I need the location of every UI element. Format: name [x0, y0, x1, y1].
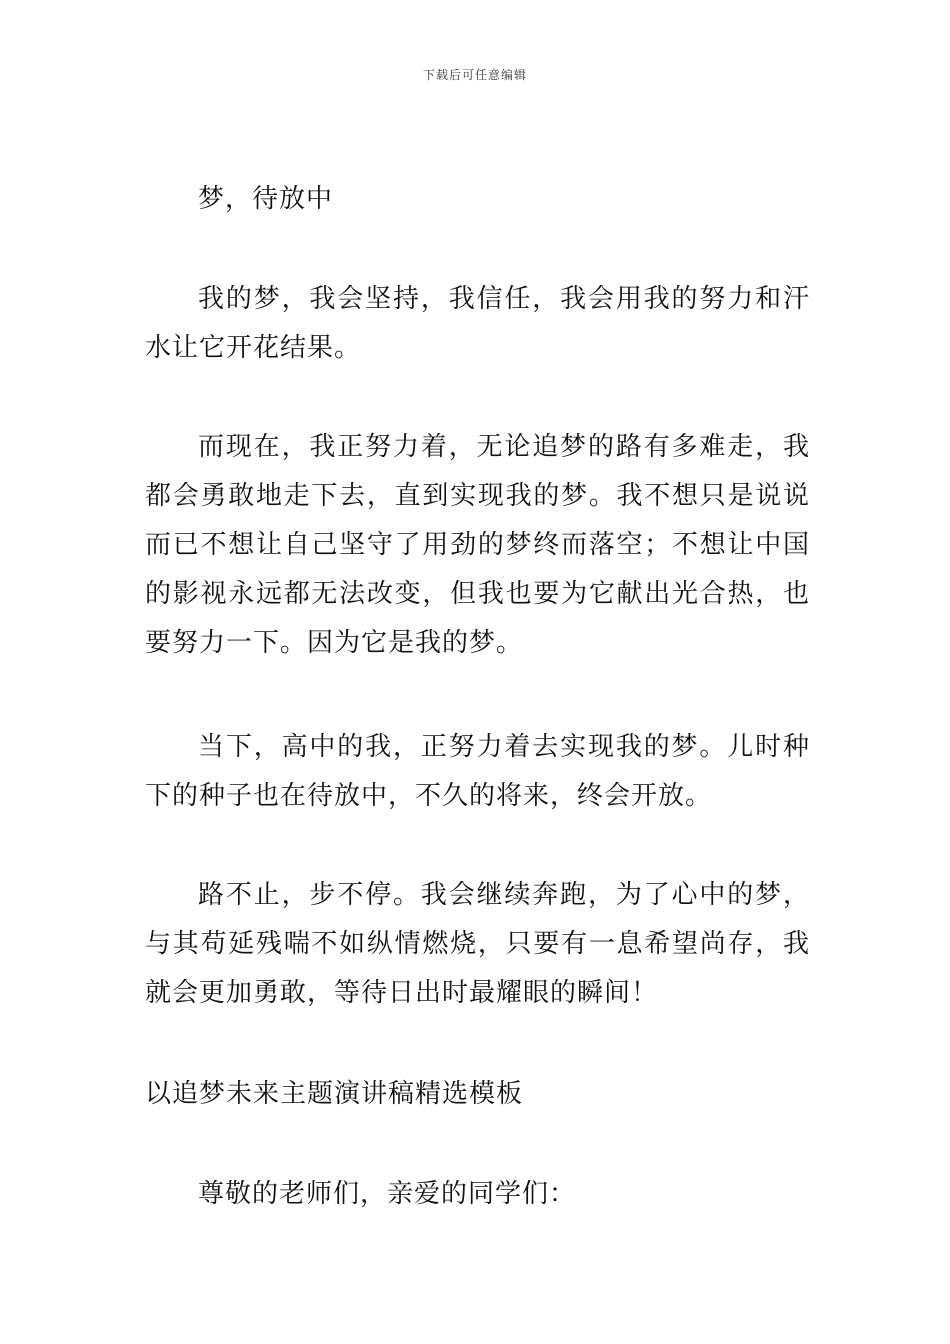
salutation: 尊敬的老师们，亲爱的同学们：: [198, 1179, 577, 1209]
paragraph-4: 当下，高中的我，正努力着去实现我的梦。儿时种下的种子也在待放中，不久的将来，终会开放。: [145, 732, 810, 811]
paragraph-4-block: [145, 723, 810, 821]
paragraph-5-block: [145, 871, 810, 1018]
paragraph-3: 而现在，我正努力着，无论追梦的路有多难走，我都会勇敢地走下去，直到实现我的梦。我不想只是说说而已不想让自己坚守了用劲的梦终而落空；不想让中国的影视永远都无法改变，但我也要为它献出光合热，也要努力一下。因为它是我的梦。: [145, 432, 810, 658]
section-heading: 以追梦未来主题演讲稿精选模板: [145, 1079, 524, 1109]
paragraph-2: 我的梦，我会坚持，我信任，我会用我的努力和汗水让它开花结果。: [145, 284, 810, 363]
paragraph-1-block: [145, 175, 810, 224]
paragraph-5: 路不止，步不停。我会继续奔跑，为了心中的梦，与其苟延残喘不如纵情燃烧，只要有一息希望尚存，我就会更加勇敢，等待日出时最耀眼的瞬间！: [145, 880, 810, 1008]
paragraph-2-block: [145, 275, 810, 373]
paragraph-1: 梦，待放中: [198, 184, 334, 214]
section-heading-block: [145, 1070, 810, 1119]
header-note: 下载后可任意编辑: [422, 68, 527, 82]
paragraph-3-block: [145, 423, 810, 668]
paragraph-6-block: [145, 1170, 810, 1219]
